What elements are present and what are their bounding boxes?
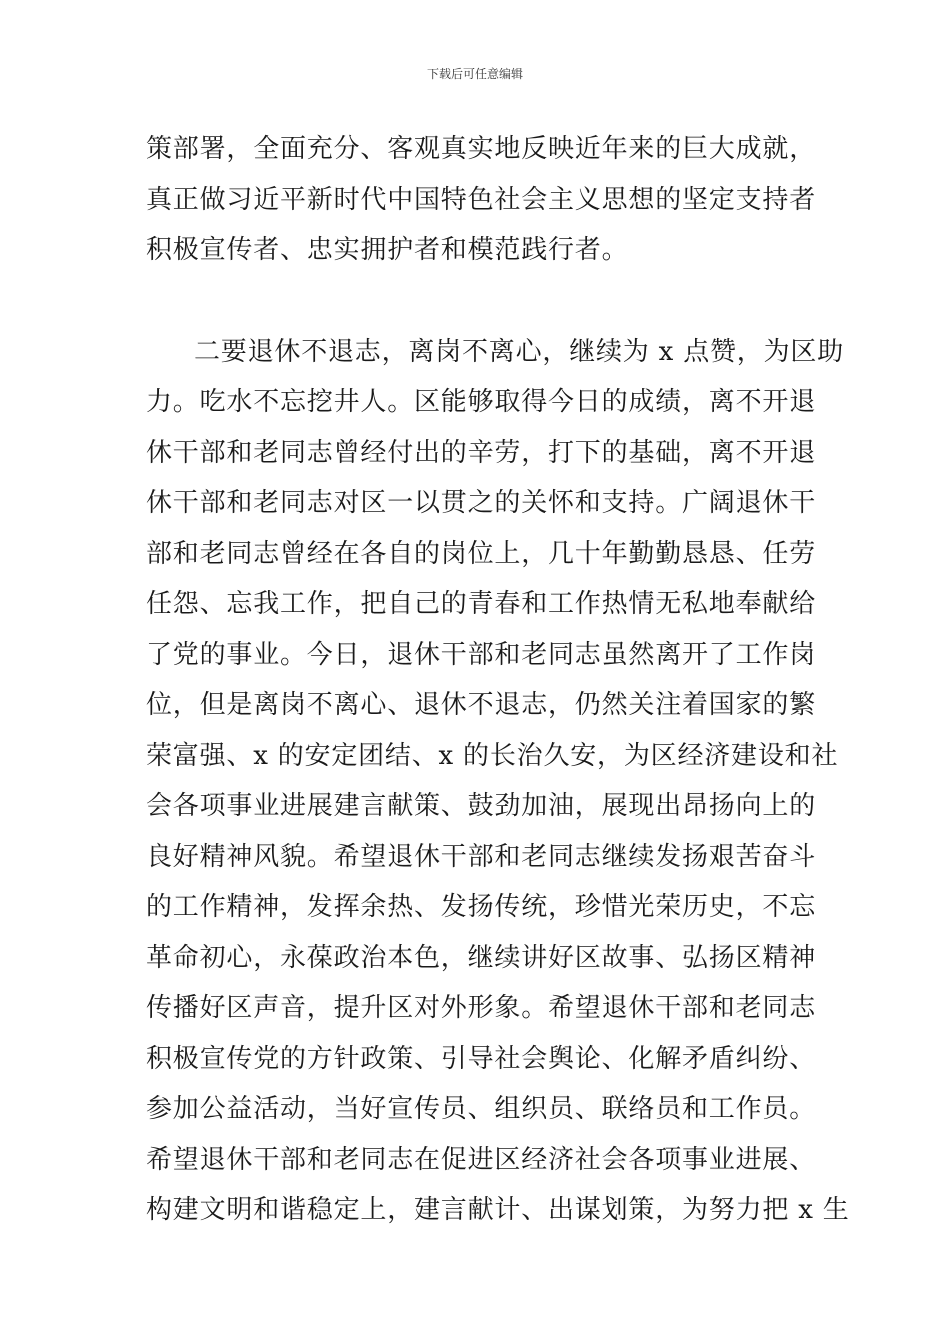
text-line: 策部署，全面充分、客观真实地反映近年来的巨大成就，	[146, 134, 817, 164]
text-line: 积极宣传者、忠实拥护者和模范践行者。	[146, 235, 629, 265]
text-line: 休干部和老同志曾经付出的辛劳，打下的基础，离不开退	[146, 438, 817, 468]
text-line: 会各项事业进展建言献策、鼓劲加油，展现出昂扬向上的	[146, 791, 817, 821]
text-line: 参加公益活动，当好宣传员、组织员、联络员和工作员。	[146, 1094, 817, 1124]
text-line: 了党的事业。今日，退休干部和老同志虽然离开了工作岗	[146, 640, 817, 670]
text-line: 休干部和老同志对区一以贯之的关怀和支持。广阔退休干	[146, 488, 817, 518]
text-line: 传播好区声音，提升区对外形象。希望退休干部和老同志	[146, 993, 817, 1023]
text-line: 良好精神风貌。希望退休干部和老同志继续发扬艰苦奋斗	[146, 842, 817, 872]
text-line: 任怨、忘我工作，把自己的青春和工作热情无私地奉献给	[146, 589, 817, 619]
text-line: 革命初心，永葆政治本色，继续讲好区故事、弘扬区精神	[146, 943, 817, 973]
text-line: 二要退休不退志，离岗不离心，继续为 x 点赞，为区助	[194, 337, 844, 367]
text-line: 荣富强、x 的安定团结、x 的长治久安，为区经济建设和社	[146, 741, 839, 771]
text-line: 的工作精神，发挥余热、发扬传统，珍惜光荣历史，不忘	[146, 892, 817, 922]
text-line: 真正做习近平新时代中国特色社会主义思想的坚定支持者	[146, 185, 817, 215]
text-line: 力。吃水不忘挖井人。区能够取得今日的成绩，离不开退	[146, 387, 817, 417]
text-line: 希望退休干部和老同志在促进区经济社会各项事业进展、	[146, 1145, 817, 1175]
page-header: 下载后可任意编辑	[426, 67, 523, 81]
text-line: 位，但是离岗不离心、退休不退志，仍然关注着国家的繁	[146, 690, 817, 720]
text-line: 构建文明和谐稳定上，建言献计、出谋划策，为努力把 x 生	[146, 1195, 850, 1225]
text-line: 积极宣传党的方针政策、引导社会舆论、化解矛盾纠纷、	[146, 1044, 817, 1074]
text-line: 部和老同志曾经在各自的岗位上，几十年勤勤恳恳、任劳	[146, 539, 817, 569]
